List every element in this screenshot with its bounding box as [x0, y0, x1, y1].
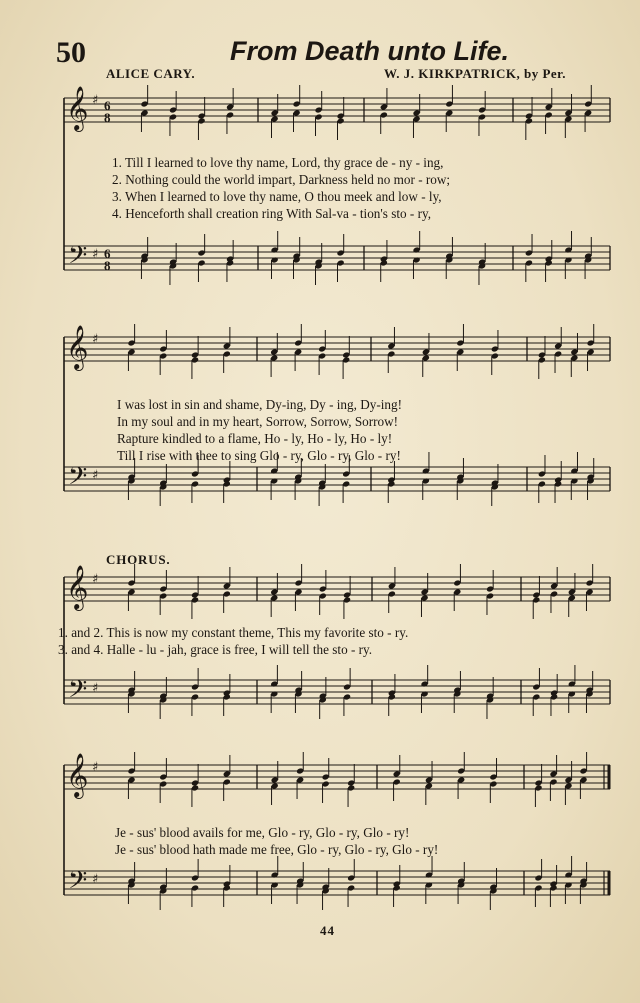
key-sharp-icon: ♯ [92, 681, 99, 696]
time-signature-top: 6 [104, 246, 111, 261]
key-sharp-icon: ♯ [92, 572, 99, 587]
chorus-line-1: 1. and 2. This is now my constant theme, This my favorite sto - ry. [58, 625, 409, 640]
hymn-title: From Death unto Life. [230, 36, 509, 66]
final-line-2: Je - sus' blood hath made me free, Glo - ry, Glo - ry, Glo - ry! [115, 842, 439, 857]
footer-page-label: 44 [320, 923, 335, 938]
treble-clef-icon: 𝄞 [66, 86, 89, 130]
verse-part2-line-3: Rapture kindled to a flame, Ho - ly, Ho - ly, Ho - ly! [117, 431, 393, 446]
chorus-label: CHORUS. [106, 552, 171, 567]
verse-line-3: 3. When I learned to love thy name, O thou meek and low - ly, [112, 189, 442, 204]
treble-clef-icon: 𝄞 [66, 325, 89, 369]
bass-clef-icon: 𝄢 [68, 866, 88, 901]
bass-clef-icon: 𝄢 [68, 241, 88, 276]
key-sharp-icon: ♯ [92, 760, 99, 775]
verse-part2-line-2: In my soul and in my heart, Sorrow, Sorrow, Sorrow! [117, 414, 399, 429]
final-line-1: Je - sus' blood avails for me, Glo - ry, Glo - ry, Glo - ry! [115, 825, 410, 840]
chorus-line-2: 3. and 4. Halle - lu - jah, grace is free, I will tell the sto - ry. [58, 642, 373, 657]
bass-clef-icon: 𝄢 [68, 675, 88, 710]
verse-part2-line-4: Till I rise with thee to sing Glo - ry, Glo - ry, Glo - ry! [117, 448, 401, 463]
key-sharp-icon: ♯ [92, 872, 99, 887]
key-sharp-icon: ♯ [92, 247, 99, 262]
verse-line-4: 4. Henceforth shall creation ring With Sal-va - tion's sto - ry, [112, 206, 431, 221]
time-signature-top: 6 [104, 98, 111, 113]
key-sharp-icon: ♯ [92, 468, 99, 483]
verse-line-1: 1. Till I learned to love thy name, Lord, thy grace de - ny - ing, [112, 155, 444, 170]
page-number: 50 [56, 36, 86, 69]
key-sharp-icon: ♯ [92, 93, 99, 108]
treble-clef-icon: 𝄞 [66, 565, 89, 609]
time-signature-bottom: 8 [104, 110, 111, 125]
verse-part2-line-1: I was lost in sin and shame, Dy-ing, Dy - ing, Dy-ing! [117, 397, 402, 412]
composer-credit: W. J. KIRKPATRICK, by Per. [384, 66, 567, 81]
bass-clef-icon: 𝄢 [68, 462, 88, 497]
time-signature-bottom: 8 [104, 258, 111, 273]
verse-line-2: 2. Nothing could the world impart, Darkness held no mor - row; [112, 172, 451, 187]
key-sharp-icon: ♯ [92, 332, 99, 347]
author-credit: ALICE CARY. [106, 66, 196, 81]
treble-clef-icon: 𝄞 [66, 753, 89, 797]
